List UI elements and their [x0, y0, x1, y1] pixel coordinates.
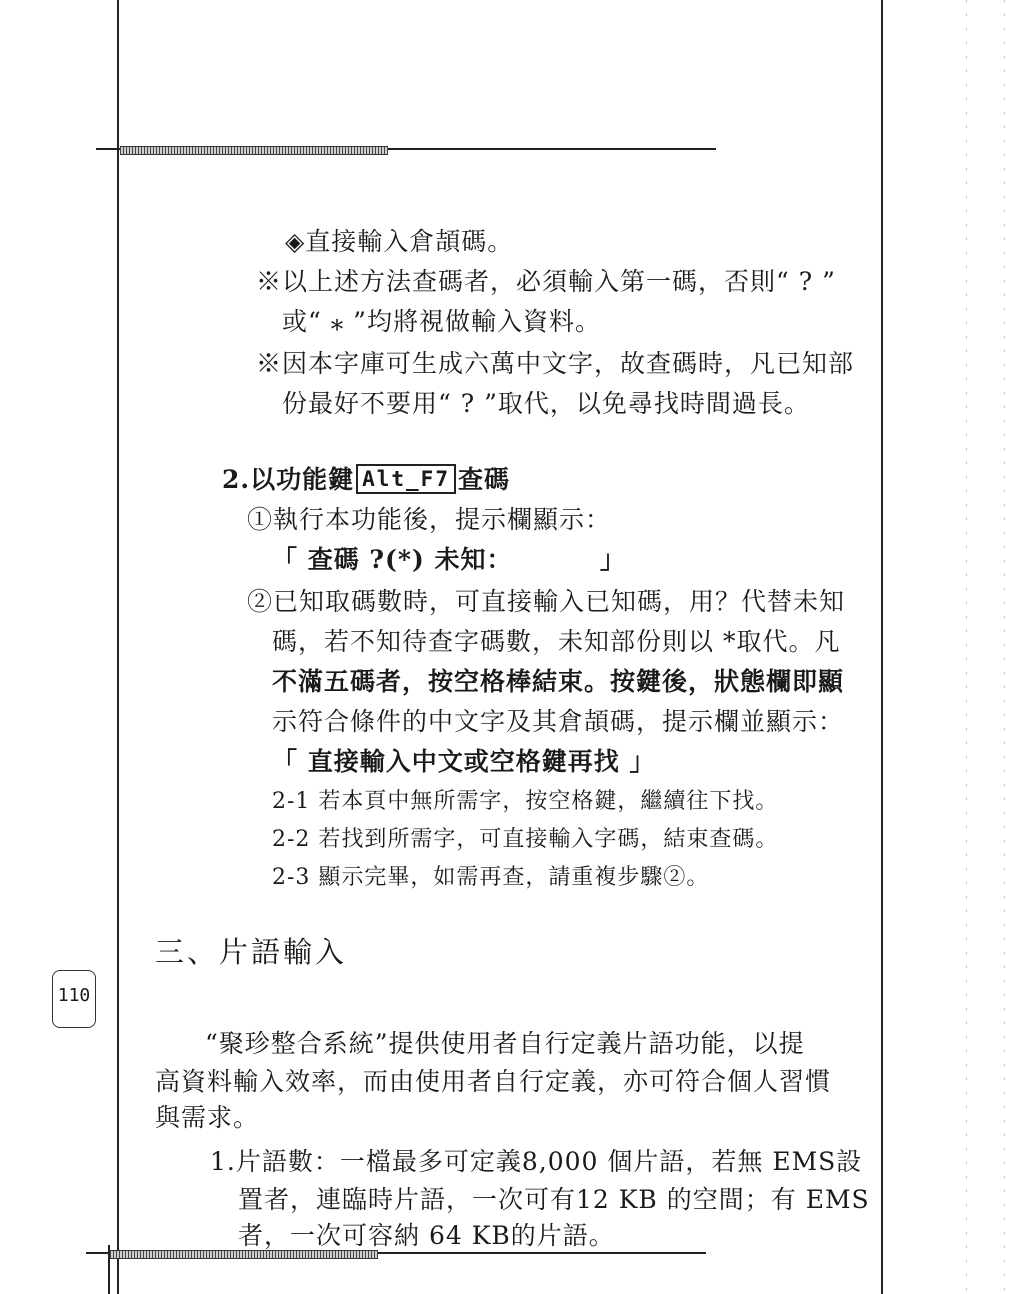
note-line-cont: 份最好不要用“ ? ”取代，以免尋找時間過長。	[282, 389, 810, 418]
note-line: ※以上述方法查碼者，必須輸入第一碼，否則“ ? ”	[256, 267, 836, 296]
subsection-heading	[222, 460, 510, 496]
right-margin-line	[881, 0, 883, 1294]
step-line: ①執行本功能後，提示欄顯示：	[247, 505, 612, 534]
paragraph-line: “聚珍整合系統”提供使用者自行定義片語功能，以提	[205, 1029, 805, 1058]
sub-step: 2-2 若找到所需字，可直接輸入字碼，結束查碼。	[272, 827, 779, 852]
sub-step: 2-1 若本頁中無所需字，按空格鍵，繼續往下找。	[272, 789, 779, 814]
left-margin-line	[117, 0, 119, 1294]
section-heading: 三、片語輸入	[155, 935, 348, 969]
function-key-label: Alt_F7	[356, 464, 456, 494]
text-line: ◈直接輸入倉頡碼。	[285, 227, 514, 256]
prompt-text: 「 查碼 ?(*) 未知： 」	[272, 545, 626, 574]
paragraph-line: 高資料輸入效率，而由使用者自行定義，亦可符合個人習慣	[155, 1067, 832, 1096]
note-line: ※因本字庫可生成六萬中文字，故查碼時，凡已知部	[256, 349, 855, 378]
step-line-cont: 碼，若不知待查字碼數，未知部份則以 *取代。凡	[272, 627, 841, 656]
subsection-heading-suffix: 查碼	[457, 465, 510, 494]
subsection-heading-prefix: 2.以功能鍵	[222, 465, 355, 494]
page-edge-texture	[1004, 0, 1005, 1294]
list-item-line-cont: 者，一次可容納 64 KB的片語。	[238, 1221, 615, 1250]
list-item-line: 1.片語數：一檔最多可定義8,000 個片語，若無 EMS設	[210, 1147, 863, 1176]
prompt-text: 「 直接輸入中文或空格鍵再找 」	[272, 747, 656, 776]
step-line-cont: 示符合條件的中文字及其倉頡碼，提示欄並顯示：	[272, 707, 845, 736]
note-line-cont: 或“ ⁎ ”均將視做輸入資料。	[282, 307, 601, 336]
page-number: 110	[52, 970, 96, 1028]
sub-step: 2-3 顯示完畢，如需再查，請重複步驟②。	[272, 865, 710, 890]
step-line-cont: 不滿五碼者，按空格棒結束。按鍵後，狀態欄即顯	[272, 667, 845, 696]
list-item-line-cont: 置者，連臨時片語，一次可有12 KB 的空間；有 EMS	[238, 1185, 870, 1214]
paragraph-line: 與需求。	[155, 1103, 260, 1132]
top-hatch-bar	[120, 146, 388, 155]
page-edge-texture	[966, 0, 967, 1294]
step-line: ②已知取碼數時，可直接輸入已知碼，用？代替未知	[247, 587, 846, 616]
